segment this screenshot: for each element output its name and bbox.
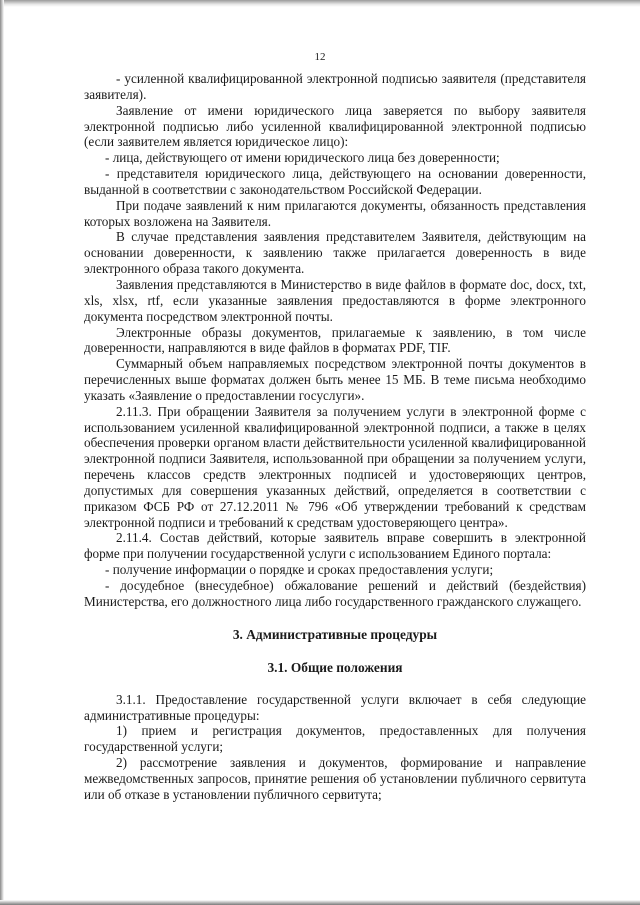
subsection-heading: 3.1. Общие положения (267, 659, 403, 675)
paragraph: - усиленной квалифицированной электронной подписью заявителя (представителя заявителя). (84, 71, 586, 102)
paragraph-2-11-4: 2.11.4. Состав действий, которые заявитель вправе совершить в электронной форме при получении государственной услуги с использованием Единого портала: (84, 530, 586, 562)
paragraph: Суммарный объем направляемых посредством электронной почты документов в перечисленных выше форматах должен быть менее 15 МБ. В теме письма необходимо указать «Заявление о предоставлении госуслуги». (84, 356, 586, 403)
paragraph-3-1-1: 3.1.1. Предоставление государственной услуги включает в себя следующие административные процедуры: (84, 691, 586, 723)
list-item: - получение информации о порядке и сроках предоставления услуги; (105, 562, 494, 578)
paragraph: Заявления представляются в Министерство в виде файлов в формате doc, docx, txt, xls, xlsx, rtf, если указанные заявления предоставляются в форме электронного документа посредством электронной почты. (84, 276, 586, 324)
document-body (84, 71, 586, 803)
list-item: 2) рассмотрение заявления и документов, формирование и направление межведомственных запросов, принятие решения об установлении публичного сервитута или об отказе в установлении публичного сервитута; (84, 755, 586, 802)
paragraph: В случае представления заявления представителем Заявителя, действующим на основании доверенности, к заявлению также прилагается доверенность в виде электронного образа такого документа. (84, 229, 586, 277)
paragraph: При подаче заявлений к ним прилагаются документы, обязанность представления которых возложена на Заявителя. (84, 197, 586, 229)
scan-edge-left (0, 0, 4, 905)
list-item: - представителя юридического лица, действующего на основании доверенности, выданной в соответствии с законодательством Российской Федерации. (84, 166, 586, 197)
scan-edge-bottom (0, 900, 640, 905)
scan-edge-top (0, 0, 640, 7)
section-heading: 3. Административные процедуры (232, 626, 438, 642)
list-item: - лица, действующего от имени юридического лица без доверенности; (105, 150, 500, 166)
list-item: - досудебное (внесудебное) обжалование решений и действий (бездействия) Министерства, его должностного лица либо государственного гражданского служащего. (84, 578, 586, 609)
paragraph-2-11-3: 2.11.3. При обращении Заявителя за получением услуги в электронной форме с использованием усиленной квалифицированной электронной подписи, а также в целях обеспечения проверки органом власти действительности усиленной квалифицированной электронной подписи Заявителя, использованной при обращении за получением услуги, перечень классов средств электронных подписей и удостоверяющих центров, допустимых для совершения указанных действий, определяется в соответствии с приказом ФСБ РФ от 27.12.2011 № 796 «Об утверждении требований к средствам электронной подписи и требований к средствам удостоверяющего центра». (84, 403, 586, 530)
paragraph: Электронные образы документов, прилагаемые к заявлению, в том числе доверенности, направляются в виде файлов в форматах PDF, TIF. (84, 324, 586, 356)
list-item: 1) прием и регистрация документов, предоставленных для получения государственной услуги; (84, 723, 586, 755)
page-number: 12 (314, 51, 326, 63)
paragraph: Заявление от имени юридического лица заверяется по выбору заявителя электронной подписью либо усиленной квалифицированной электронной подписью (если заявителем является юридическое лицо): (84, 102, 586, 150)
